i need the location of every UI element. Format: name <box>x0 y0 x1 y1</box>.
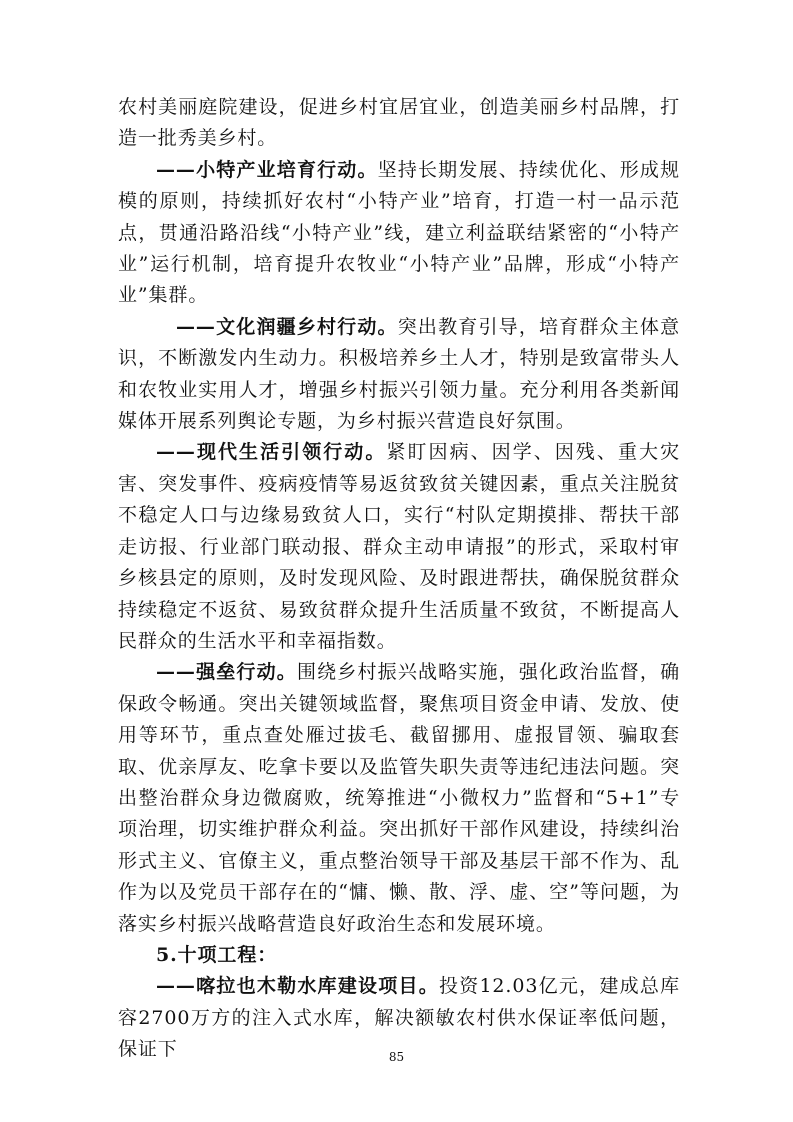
page-number: 85 <box>388 1050 405 1064</box>
paragraph-heading: ——文化润疆乡村行动。 <box>176 315 398 338</box>
section-heading-ten-projects <box>118 940 680 971</box>
paragraph-fortress <box>118 657 680 940</box>
paragraph-heading: ——强垒行动。 <box>156 661 297 684</box>
paragraph-culture <box>118 312 680 438</box>
paragraph-rural-courtyard <box>118 92 680 155</box>
paragraph-heading: ——喀拉也木勒水库建设项目。 <box>156 975 439 998</box>
paragraph-body: 围绕乡村振兴战略实施，强化政治监督，确保政令畅通。突出关键领域监督，聚焦项目资金申请、发放、使用等环节，重点查处雁过拔毛、截留挪用、虚报冒领、骗取套取、优亲厚友、吃拿卡要以及监管失职失责等违纪违法问题。突出整治群众身边微腐败，统筹推进“小微权力”监督和“5+1”专项治理，切实维护群众利益。突出抓好干部作风建设，持续纠治形式主义、官僚主义，重点整治领导干部及基层干部不作为、乱作为以及党员干部存在的“慵、懒、散、浮、虚、空”等问题，为落实乡村振兴战略营造良好政治生态和发展环境。 <box>118 661 680 935</box>
paragraph-body: 紧盯因病、因学、因残、重大灾害、突发事件、疫病疫情等易返贫致贫关键因素，重点关注脱贫不稳定人口与边缘易致贫人口，实行“村队定期摸排、帮扶干部走访报、行业部门联动报、群众主动申请报”的形式，采取村审乡核县定的原则，及时发现风险、及时跟进帮扶，确保脱贫群众持续稳定不返贫、易致贫群众提升生活质量不致贫，不断提高人民群众的生活水平和幸福指数。 <box>118 441 680 652</box>
paragraph-heading: ——现代生活引领行动。 <box>156 441 387 464</box>
paragraph-specialty-industry <box>118 155 680 312</box>
paragraph-body: 农村美丽庭院建设，促进乡村宜居宜业，创造美丽乡村品牌，打造一批秀美乡村。 <box>118 96 680 150</box>
page-body <box>118 92 680 1066</box>
paragraph-modern-life <box>118 437 680 657</box>
paragraph-body: 投资12.03亿元，建成总库容2700万方的注入式水库，解决额敏农村供水保证率低问题，保证下 <box>118 975 680 1061</box>
paragraph-heading: 5.十项工程： <box>156 943 278 966</box>
paragraph-heading: ——小特产业培育行动。 <box>156 158 378 181</box>
paragraph-body: 坚持长期发展、持续优化、形成规模的原则，持续抓好农村“小特产业”培育，打造一村一品示范点，贯通沿路沿线“小特产业”线，建立利益联结紧密的“小特产业”运行机制，培育提升农牧业“小特产业”品牌，形成“小特产业”集群。 <box>118 158 680 307</box>
paragraph-body: 突出教育引导，培育群众主体意识，不断激发内生动力。积极培养乡土人才，特别是致富带头人和农牧业实用人才，增强乡村振兴引领力量。充分利用各类新闻媒体开展系列舆论专题，为乡村振兴营造良好氛围。 <box>118 315 681 433</box>
